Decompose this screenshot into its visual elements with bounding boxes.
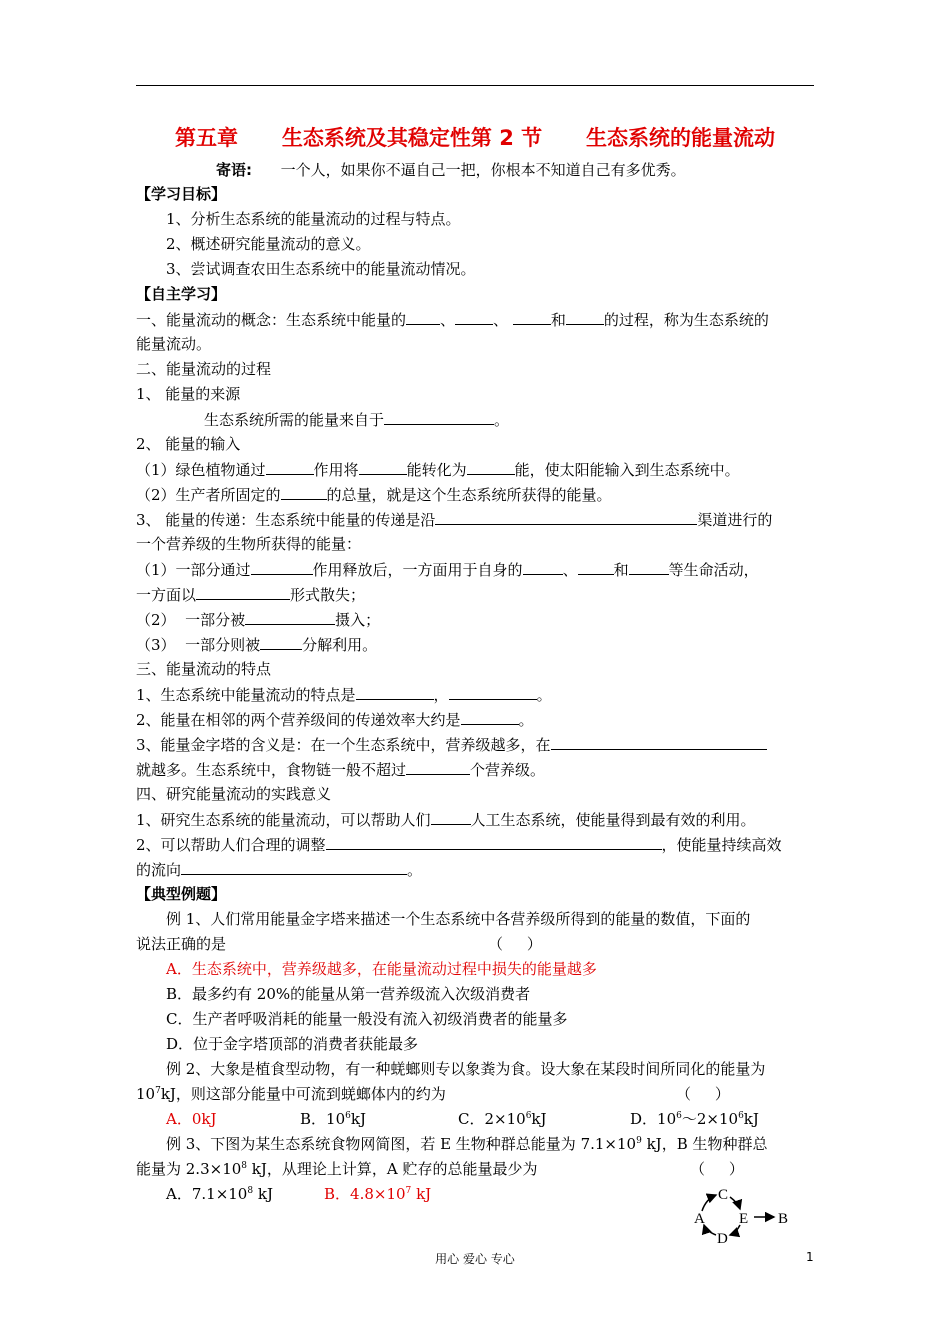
text: B．4.8×10 <box>324 1185 406 1203</box>
food-web-diagram <box>686 1183 796 1247</box>
text: （3） 一部分则被 <box>136 636 261 654</box>
text: D．10 <box>630 1110 677 1128</box>
answer-blank[interactable] <box>281 484 327 500</box>
example-2-question-cont: $10^7kJ$，则这部分能量中可流到蜣螂体内的约为 <box>136 1085 446 1103</box>
meaning-line-2 <box>136 834 782 855</box>
text: kJ，B 生物种群总 <box>641 1135 768 1153</box>
text: kJ <box>531 1110 547 1128</box>
motto-label: 寄语: <box>216 161 252 179</box>
option-a: A．$7.1\times 10^8$ kJ <box>166 1185 273 1203</box>
text: （1）绿色植物通过 <box>136 461 266 479</box>
text: （2） 一部分被 <box>136 611 246 629</box>
page-number: 1 <box>806 1250 814 1264</box>
answer-blank[interactable] <box>431 809 471 825</box>
sub-heading: 1、 能量的来源 <box>136 385 241 403</box>
text: 人工生态系统，使能量得到最有效的利用。 <box>470 811 756 829</box>
answer-blank[interactable] <box>551 734 767 750</box>
text: 能转化为 <box>406 461 467 479</box>
text: （2）生产者所固定的 <box>136 486 281 504</box>
text: kJ <box>743 1110 759 1128</box>
transfer-item-1-cont <box>136 584 365 605</box>
text: 形式散失； <box>290 586 366 604</box>
option-b: B．$10^6kJ$ <box>300 1110 366 1128</box>
arrow-a-to-c <box>702 1195 716 1211</box>
section-heading: 二、能量流动的过程 <box>136 360 272 378</box>
text: 等生命活动， <box>668 561 759 579</box>
answer-blank[interactable] <box>356 684 434 700</box>
feature-line-3 <box>136 734 767 755</box>
motto-line <box>216 160 686 180</box>
text: 能，使太阳能输入到生态系统中。 <box>514 461 740 479</box>
node-e: E <box>739 1211 749 1227</box>
text: 作用将 <box>313 461 359 479</box>
text: 一、能量流动的概念：生态系统中能量的 <box>136 311 407 329</box>
answer-blank[interactable] <box>245 609 335 625</box>
transfer-item-2 <box>136 609 380 630</box>
text: 3、 能量的传递：生态系统中能量的传递是沿 <box>136 511 436 529</box>
meaning-line-1 <box>136 809 756 830</box>
answer-blank[interactable] <box>435 509 697 525</box>
option-d: D．$10^6\sim 2\times 10^6kJ$ <box>630 1110 759 1128</box>
text: ，使能量持续高效 <box>661 836 782 854</box>
sub-heading: 2、 能量的输入 <box>136 435 241 453</box>
answer-blank[interactable] <box>467 459 515 475</box>
answer-blank[interactable] <box>461 709 519 725</box>
footer-text: 用心 爱心 专心 <box>435 1252 515 1266</box>
answer-blank[interactable] <box>384 409 494 425</box>
node-b: B <box>778 1211 789 1227</box>
answer-blank[interactable] <box>266 459 314 475</box>
option-b: B．最多约有 20%的能量从第一营养级流入次级消费者 <box>166 985 531 1003</box>
example-1-question-cont: 说法正确的是 <box>136 935 227 953</box>
text: B．10 <box>300 1110 346 1128</box>
node-d: D <box>717 1231 728 1247</box>
text: 个营养级。 <box>470 761 546 779</box>
answer-blank[interactable] <box>578 559 614 575</box>
transfer-item-1: （1）一部分通过 作用释放后，一方面用于自身的 、 和 等生命活动， <box>136 561 759 579</box>
goals-header: 【学习目标】 <box>136 185 227 203</box>
motto-text: 一个人，如果你不逼自己一把，你根本不知道自己有多优秀。 <box>280 161 686 179</box>
example-2-question: 例 2、大象是植食型动物，有一种蜣螂则专以象粪为食。设大象在某段时间所同化的能量为 <box>166 1060 766 1078</box>
text: ～2×10 <box>681 1110 739 1128</box>
option-d: D．位于金字塔顶部的消费者获能最多 <box>166 1035 419 1053</box>
option-c: C．$2\times 10^6kJ$ <box>458 1110 547 1128</box>
option-c: C．生产者呼吸消耗的能量一般没有流入初级消费者的能量多 <box>166 1010 568 1028</box>
text: 分解利用。 <box>302 636 378 654</box>
text: 一方面以 <box>136 586 197 604</box>
text: 的流向 <box>136 861 182 879</box>
answer-blank[interactable] <box>406 309 440 325</box>
answer-blank[interactable] <box>513 309 551 325</box>
arrow-c-to-e <box>730 1197 740 1209</box>
feature-line-1: 1、生态系统中能量流动的特点是 ， 。 <box>136 686 552 704</box>
transfer-line-cont: 一个营养级的生物所获得的能量： <box>136 535 362 553</box>
feature-line-3-cont <box>136 759 545 780</box>
text: kJ，从理论上计算，A 贮存的总能量最少为 <box>247 1160 538 1178</box>
text: 渠道进行的 <box>697 511 773 529</box>
answer-blank[interactable] <box>359 459 407 475</box>
node-c: C <box>718 1187 729 1203</box>
self-study-header: 【自主学习】 <box>136 285 227 303</box>
page-title: 第五章 生态系统及其稳定性第 2 节 生态系统的能量流动 <box>175 126 775 150</box>
example-3-question-cont: 能量为 $2.3\times 10^8$ kJ，从理论上计算，A 贮存的总能量最少为 <box>136 1160 538 1178</box>
text: 摄入； <box>335 611 381 629</box>
option-a: A．0kJ <box>166 1110 217 1128</box>
input-line-2 <box>136 484 612 505</box>
text: 3、能量金字塔的含义是：在一个生态系统中，营养级越多，在 <box>136 736 551 754</box>
concept-line-cont: 能量流动。 <box>136 335 212 353</box>
text: 的过程，称为生态系统的 <box>603 311 769 329</box>
goal-item: 2、概述研究能量流动的意义。 <box>166 235 371 253</box>
answer-bracket[interactable]: （ ） <box>488 935 542 953</box>
answer-blank[interactable] <box>196 584 290 600</box>
text: 就越多。生态系统中，食物链一般不超过 <box>136 761 407 779</box>
node-a: A <box>694 1211 705 1227</box>
text: kJ <box>350 1110 366 1128</box>
input-line-1 <box>136 459 740 480</box>
goal-item: 3、尝试调查农田生态系统中的能量流动情况。 <box>166 260 476 278</box>
example-3-question: 例 3、下图为某生态系统食物网简图，若 E 生物种群总能量为 $7.1\times 10^9$ kJ，B 生物种群总 <box>166 1135 768 1153</box>
text: 2、可以帮助人们合理的调整 <box>136 836 326 854</box>
section-heading: 四、研究能量流动的实践意义 <box>136 785 332 803</box>
option-b: B．$4.8\times 10^7$ kJ <box>324 1185 432 1203</box>
text: 1、研究生态系统的能量流动，可以帮助人们 <box>136 811 431 829</box>
option-a: A．生态系统中，营养级越多，在能量流动过程中损失的能量越多 <box>166 960 597 978</box>
goal-item: 1、分析生态系统的能量流动的过程与特点。 <box>166 210 461 228</box>
text: 作用释放后，一方面用于自身的 <box>312 561 523 579</box>
arrow-d-to-a <box>704 1225 716 1235</box>
text: 2、能量在相邻的两个营养级间的传递效率大约是 <box>136 711 461 729</box>
text: 的总量，就是这个生态系统所获得的能量。 <box>326 486 612 504</box>
header-rule <box>136 85 814 86</box>
answer-blank[interactable] <box>629 559 669 575</box>
answer-blank[interactable] <box>406 759 470 775</box>
examples-header: 【典型例题】 <box>136 885 227 903</box>
text: 能量为 2.3×10 <box>136 1160 242 1178</box>
section-heading: 三、能量流动的特点 <box>136 660 272 678</box>
transfer-line <box>136 509 772 530</box>
text: 例 3、下图为某生态系统食物网简图，若 E 生物种群总能量为 7.1×10 <box>166 1135 637 1153</box>
answer-blank[interactable] <box>251 559 313 575</box>
example-1-question: 例 1、人们常用能量金字塔来描述一个生态系统中各营养级所得到的能量的数值，下面的 <box>166 910 751 928</box>
text: （1）一部分通过 <box>136 561 251 579</box>
concept-line: 一、能量流动的概念：生态系统中能量的 、 、 和 的过程，称为生态系统的 <box>136 311 769 329</box>
feature-line-2: 2、能量在相邻的两个营养级间的传递效率大约是 。 <box>136 711 534 729</box>
answer-bracket[interactable]: （ ） <box>676 1085 730 1103</box>
answer-bracket[interactable]: （ ） <box>690 1160 744 1178</box>
answer-blank[interactable] <box>455 309 493 325</box>
answer-blank[interactable] <box>260 634 302 650</box>
transfer-item-3 <box>136 634 377 655</box>
answer-blank[interactable] <box>566 309 604 325</box>
answer-blank[interactable] <box>523 559 563 575</box>
text: kJ <box>416 1185 432 1203</box>
answer-blank[interactable] <box>449 684 537 700</box>
text: kJ，则这部分能量中可流到蜣螂体内的约为 <box>160 1085 446 1103</box>
text: 生态系统所需的能量来自于 <box>204 411 385 429</box>
answer-blank[interactable] <box>326 834 662 850</box>
text: 1、生态系统中能量流动的特点是 <box>136 686 356 704</box>
text: A．7.1×10 <box>166 1185 248 1203</box>
text: C．2×10 <box>458 1110 526 1128</box>
text: kJ <box>257 1185 273 1203</box>
meaning-line-2-cont: 的流向 。 <box>136 861 423 879</box>
answer-blank[interactable] <box>181 859 407 875</box>
source-line: 生态系统所需的能量来自于 。 <box>204 411 510 429</box>
